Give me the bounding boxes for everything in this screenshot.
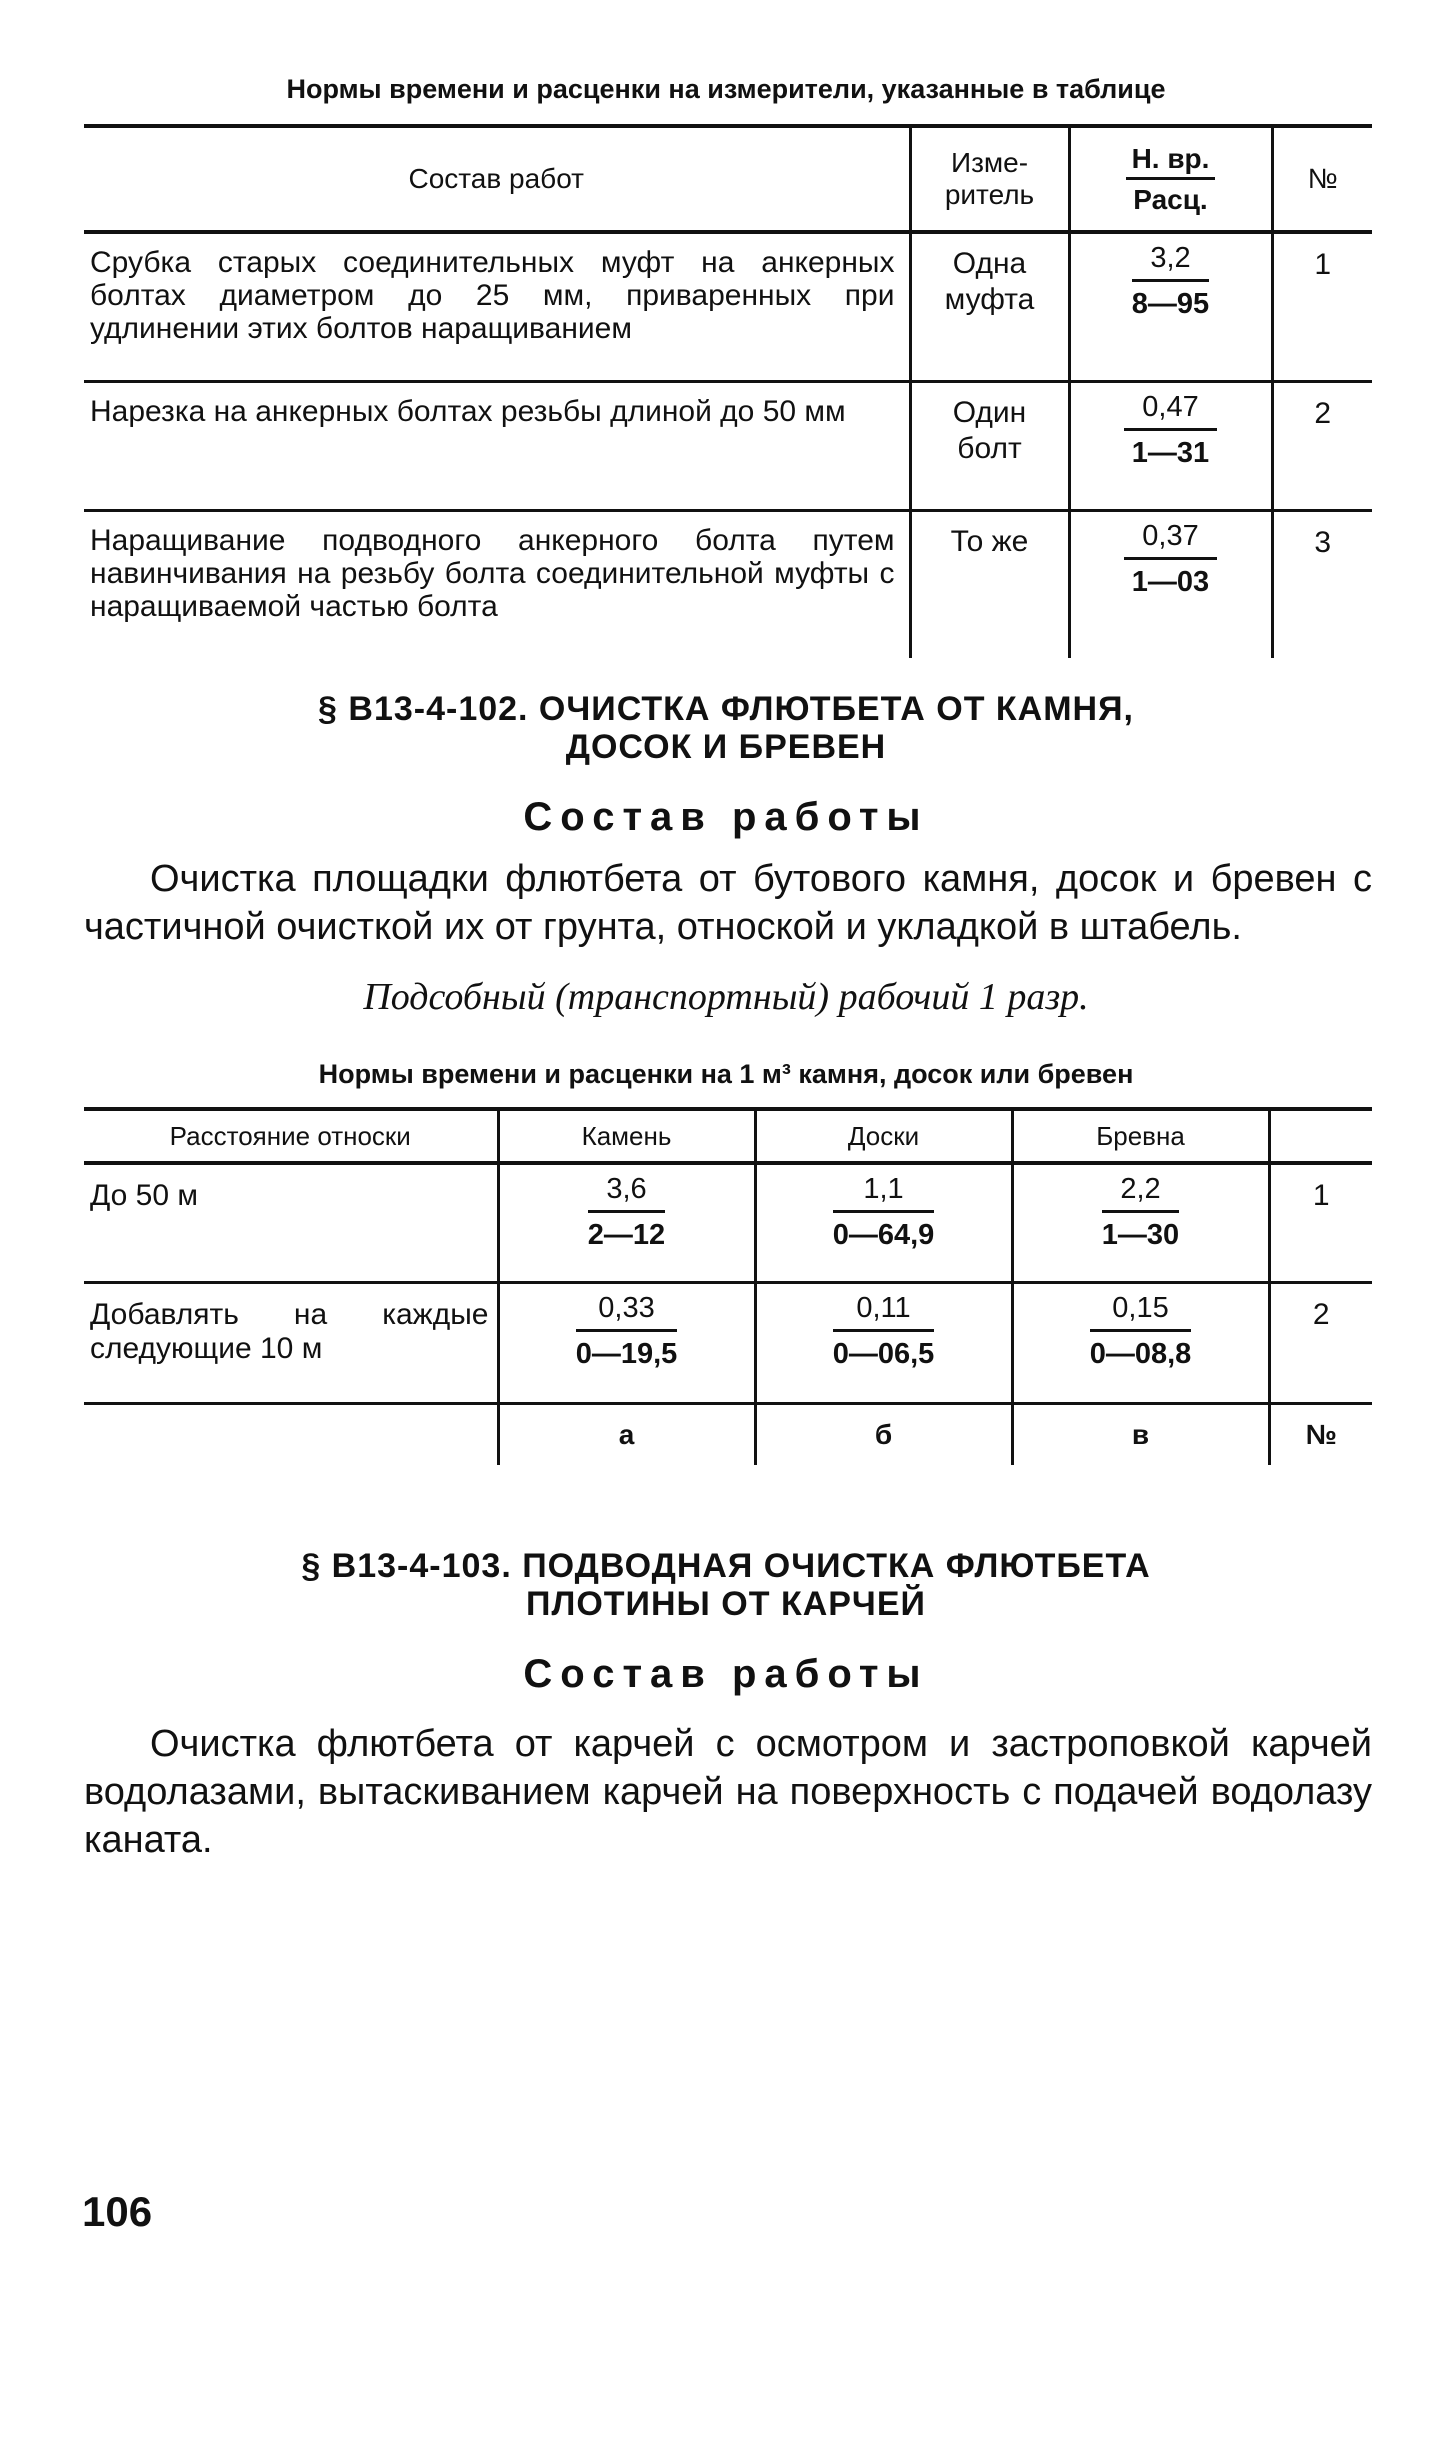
column-index: в <box>1012 1404 1269 1466</box>
section-title-line: ДОСОК И БРЕВЕН <box>565 728 887 766</box>
work-description: Наращивание подводного анкерного болта путем навинчивания на резьбу болта соединительной муфты с наращиваемой частью болта <box>90 524 895 623</box>
rate-value: 0—06,5 <box>832 1338 935 1370</box>
worker-grade: Подсобный (транспортный) рабочий 1 разр. <box>363 976 1089 1018</box>
section-title-line: § В13-4-102. ОЧИСТКА ФЛЮТБЕТА ОТ КАМНЯ, <box>318 690 1134 728</box>
column-index: № <box>1269 1404 1372 1466</box>
rate-value: 1—30 <box>1101 1219 1180 1251</box>
column-index: а <box>498 1404 755 1466</box>
norm-cell <box>498 1163 755 1283</box>
table1-caption: Нормы времени и расценки на измерители, указанные в таблице <box>286 74 1166 104</box>
header-blank <box>1269 1109 1372 1163</box>
norm-value: 2,2 <box>1102 1173 1179 1213</box>
norm-value: 0,15 <box>1090 1292 1192 1332</box>
section-title-line: § В13-4-103. ПОДВОДНАЯ ОЧИСТКА ФЛЮТБЕТА <box>301 1547 1151 1585</box>
section-title-line: ПЛОТИНЫ ОТ КАРЧЕЙ <box>526 1585 926 1623</box>
norm-value: 0,11 <box>833 1292 935 1332</box>
section-subtitle: Состав работы <box>523 795 929 839</box>
row-number: 2 <box>1272 382 1372 511</box>
distance-line: следующие 10 м <box>90 1332 323 1365</box>
norm-cell <box>755 1163 1012 1283</box>
column-index: б <box>755 1404 1012 1466</box>
header-norm <box>1069 126 1272 232</box>
table-row <box>84 232 1372 382</box>
work-composition-text: Очистка площадки флютбета от бутового камня, досок и бревен с частичной очисткой их от грунта, отноской и укладкой в штабель. <box>84 858 1372 948</box>
distance-cell <box>84 1283 498 1404</box>
norms-table-1 <box>84 124 1372 658</box>
table-row <box>84 1163 1372 1283</box>
row-number: 1 <box>1269 1163 1372 1283</box>
norm-cell <box>1069 511 1272 659</box>
rate-value: 0—19,5 <box>575 1338 678 1370</box>
work-composition-text: Очистка флютбета от карчей с осмотром и застроповкой карчей водолазами, вытаскиванием карчей на поверхность с подачей водолазу каната. <box>84 1723 1372 1861</box>
table-row <box>84 382 1372 511</box>
rate-value: 2—12 <box>587 1219 666 1251</box>
section-title-103 <box>0 1547 1452 1623</box>
norm-value: 0,33 <box>576 1292 678 1332</box>
header-boards: Доски <box>755 1109 1012 1163</box>
table-row <box>84 511 1372 659</box>
column-index <box>84 1404 498 1466</box>
norm-value: 3,2 <box>1132 242 1209 282</box>
norm-cell <box>1012 1283 1269 1404</box>
header-norm-bottom: Расц. <box>1133 183 1208 215</box>
norm-cell <box>1069 382 1272 511</box>
norm-cell <box>498 1283 755 1404</box>
measure-unit: Одна муфта <box>910 232 1069 382</box>
header-measure: Изме- ритель <box>910 126 1069 232</box>
header-stone: Камень <box>498 1109 755 1163</box>
distance-cell: До 50 м <box>84 1163 498 1283</box>
page-number: 106 <box>82 2188 153 2235</box>
norm-cell <box>755 1283 1012 1404</box>
rate-value: 0—08,8 <box>1089 1338 1192 1370</box>
norm-value: 0,47 <box>1124 391 1216 431</box>
section-title-102 <box>0 690 1452 766</box>
section-subtitle: Состав работы <box>523 1652 929 1696</box>
column-index-row <box>84 1404 1372 1466</box>
row-number: 2 <box>1269 1283 1372 1404</box>
measure-unit: Один болт <box>910 382 1069 511</box>
row-number: 1 <box>1272 232 1372 382</box>
rate-value: 1—03 <box>1131 566 1210 598</box>
row-number: 3 <box>1272 511 1372 659</box>
measure-unit: То же <box>910 511 1069 659</box>
header-norm-top: Н. вр. <box>1126 143 1216 180</box>
table-row <box>84 1283 1372 1404</box>
work-description: Нарезка на анкерных болтах резьбы длиной до 50 мм <box>84 382 910 511</box>
header-work: Состав работ <box>84 126 910 232</box>
norm-value: 3,6 <box>588 1173 665 1213</box>
rate-value: 8—95 <box>1131 288 1210 320</box>
rate-value: 1—31 <box>1131 437 1210 469</box>
header-num: № <box>1272 126 1372 232</box>
header-distance: Расстояние относки <box>84 1109 498 1163</box>
table2-caption: Нормы времени и расценки на 1 м³ камня, досок или бревен <box>318 1059 1134 1089</box>
distance-line: Добавлять на каждые <box>90 1298 489 1331</box>
header-logs: Бревна <box>1012 1109 1269 1163</box>
norm-cell <box>1069 232 1272 382</box>
work-description: Срубка старых соединительных муфт на анкерных болтах диаметром до 25 мм, приваренных при удлинении этих болтов наращиванием <box>84 232 910 382</box>
norm-value: 1,1 <box>833 1173 935 1213</box>
norm-cell <box>1012 1163 1269 1283</box>
norms-table-2 <box>84 1107 1372 1465</box>
rate-value: 0—64,9 <box>832 1219 935 1251</box>
norm-value: 0,37 <box>1124 520 1216 560</box>
